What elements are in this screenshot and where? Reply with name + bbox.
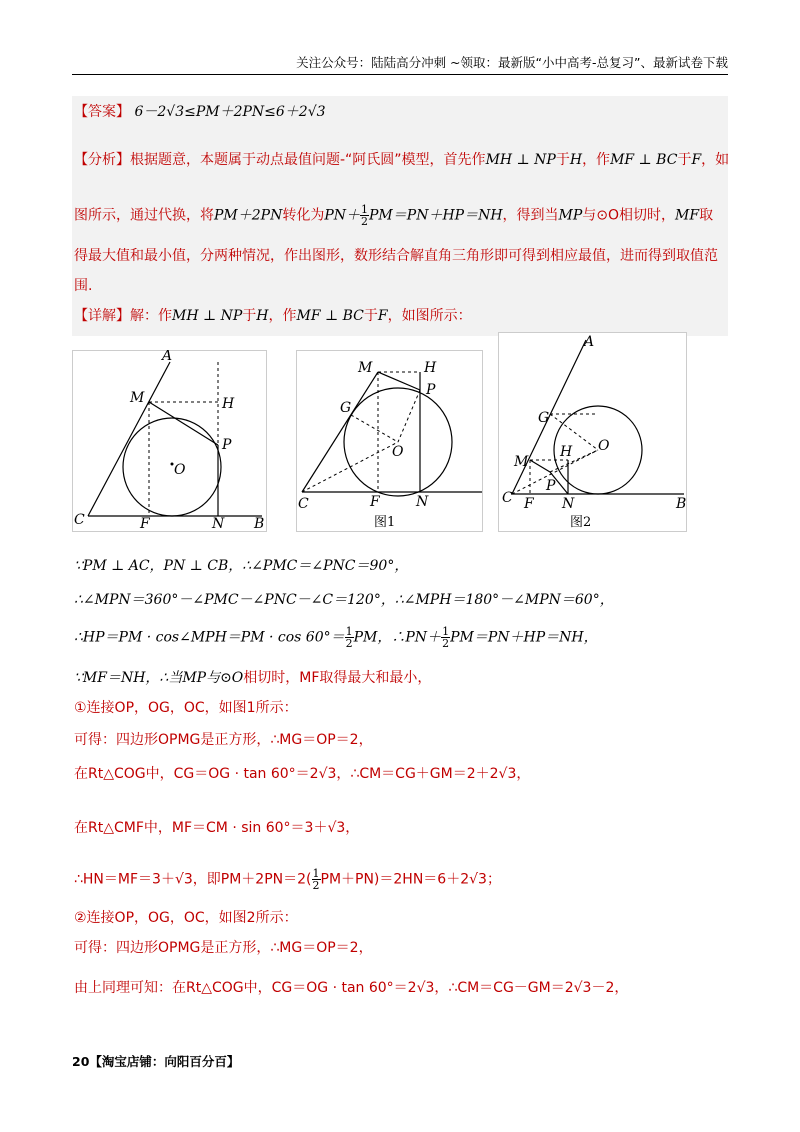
math-text: PM，∴PN＋ — [353, 629, 442, 646]
solution-text: 相切时，MF取得最大和最小， — [243, 670, 432, 686]
math-expr: PM＝PN＋HP＝NH — [369, 207, 503, 224]
solution-line-10: ②连接OP，OG，OC，如图2所示： — [74, 910, 298, 926]
label-P: P — [546, 478, 556, 494]
math-f: F — [377, 308, 388, 324]
label-P: P — [222, 437, 232, 453]
detail-text: ，作 — [268, 308, 297, 324]
fraction-half: $\frac{1}{2}$ — [442, 625, 450, 650]
math-text: ∵PM ⊥ AC，PN ⊥ CB，∴∠PMC＝∠PNC＝90°， — [74, 558, 409, 574]
label-F: F — [524, 496, 534, 512]
detail-text: 于 — [363, 308, 378, 324]
label-N: N — [212, 516, 225, 532]
label-O: O — [598, 438, 610, 454]
math-text: ∵MF＝NH，∴当MP与⊙O — [74, 670, 244, 686]
analysis-text: 图所示，通过代换，将 — [74, 207, 214, 224]
solution-text: ∴HN＝MF＝3＋√3，即PM＋2PN＝2( — [74, 871, 312, 888]
fraction-half: $\frac{1}{2}$ — [361, 203, 369, 228]
math-mf: MF — [675, 207, 700, 224]
solution-line-11: 可得：四边形OPMG是正方形，∴MG＝OP＝2， — [74, 940, 373, 956]
analysis-text: ，作 — [582, 152, 611, 168]
label-F: F — [370, 494, 380, 510]
math-mf-perp-bc: MF ⊥ BC — [610, 152, 678, 168]
figure-main — [72, 350, 267, 536]
label-A: A — [162, 350, 173, 364]
figure-1 — [296, 350, 484, 536]
label-H: H — [424, 360, 437, 376]
label-B: B — [676, 496, 687, 512]
answer-content: 6－2√3≤PM＋2PN≤6＋2√3 — [134, 104, 326, 120]
answer-tag: 【答案】 — [74, 104, 130, 120]
fraction-half: $\frac{1}{2}$ — [312, 867, 320, 892]
analysis-text: 相切时， — [619, 207, 676, 224]
detail-text: 于 — [242, 308, 257, 324]
math-text: ∴HP＝PM · cos∠MPH＝PM · cos 60°＝ — [74, 629, 345, 646]
page-header: 关注公众号：陆陆高分冲刺 ~领取：最新版“小中高考-总复习”、最新试卷下载 — [72, 52, 728, 75]
label-M: M — [514, 454, 529, 470]
answer-line — [74, 102, 326, 122]
label-G: G — [538, 410, 550, 426]
math-mf-perp-bc: MF ⊥ BC — [296, 308, 364, 324]
math-h: H — [569, 152, 583, 168]
analysis-text: 与⊙O — [582, 207, 620, 224]
analysis-text: 取 — [699, 207, 714, 224]
label-N: N — [562, 496, 575, 512]
math-h: H — [256, 308, 269, 324]
caption-fig2: 图2 — [570, 515, 592, 530]
analysis-text: 转化为 — [282, 207, 325, 224]
solution-line-3 — [74, 626, 598, 649]
solution-line-1 — [74, 556, 408, 576]
detail-text: 解：作 — [130, 308, 172, 324]
solution-line-12: 由上同理可知：在Rt△COG中，CG＝OG · tan 60°＝2√3，∴CM＝CG－GM＝2√3－2， — [74, 980, 629, 996]
label-C: C — [74, 512, 85, 528]
math-text: ∴∠MPN＝360°－∠PMC－∠PNC－∠C＝120°，∴∠MPH＝180°－∠MPN＝60°， — [74, 592, 614, 608]
caption-fig1: 图1 — [374, 515, 396, 530]
label-O: O — [174, 462, 186, 478]
solution-text: PM＋PN)＝2HN＝6＋2√3； — [320, 871, 501, 888]
math-text: PM＝PN＋HP＝NH， — [450, 629, 598, 646]
solution-line-2 — [74, 590, 614, 610]
label-C: C — [502, 490, 513, 506]
page-footer: 20【淘宝店铺：向阳百分百】 — [72, 1054, 240, 1069]
analysis-text: 根据题意，本题属于动点最值问题-“阿氏圆”模型，首先作 — [130, 152, 486, 168]
fraction-half: $\frac{1}{2}$ — [345, 625, 353, 650]
solution-line-6: 可得：四边形OPMG是正方形，∴MG＝OP＝2， — [74, 732, 373, 748]
math-expr: PM＋2PN — [214, 207, 283, 224]
detail-tag: 【详解】 — [74, 308, 130, 324]
label-G: G — [340, 400, 352, 416]
analysis-tag: 【分析】 — [74, 152, 130, 168]
label-H: H — [222, 396, 235, 412]
label-M: M — [358, 360, 373, 376]
analysis-text: 于 — [677, 152, 692, 168]
detail-text: ，如图所示： — [387, 308, 472, 324]
analysis-line-3: 得最大值和最小值，分两种情况，作出图形，数形结合解直角三角形即可得到相应最值，进而得到取值范 — [74, 248, 718, 264]
analysis-text: ，得到当 — [502, 207, 559, 224]
analysis-line-1 — [74, 150, 729, 170]
math-f: F — [691, 152, 702, 168]
solution-line-9 — [74, 868, 501, 891]
detail-line — [74, 306, 472, 326]
analysis-line-4: 围. — [74, 278, 93, 294]
analysis-text: 于 — [555, 152, 570, 168]
analysis-text: ，如 — [701, 152, 730, 168]
math-mp: MP — [558, 207, 583, 224]
math-expr: PN＋ — [324, 207, 361, 224]
label-N: N — [416, 494, 429, 510]
solution-line-8: 在Rt△CMF中，MF＝CM · sin 60°＝3＋√3， — [74, 820, 360, 836]
label-M: M — [130, 390, 145, 406]
solution-line-7: 在Rt△COG中，CG＝OG · tan 60°＝2√3，∴CM＝CG＋GM＝2＋2√3， — [74, 766, 531, 782]
label-H: H — [560, 444, 573, 460]
label-B: B — [254, 516, 265, 532]
analysis-line-2 — [74, 204, 713, 227]
figure-2 — [498, 332, 688, 536]
solution-line-5: ①连接OP，OG，OC，如图1所示： — [74, 700, 298, 716]
math-mh-perp-np: MH ⊥ NP — [172, 308, 243, 324]
math-mh-perp-np: MH ⊥ NP — [485, 152, 556, 168]
label-O: O — [392, 444, 404, 460]
label-C: C — [298, 496, 309, 512]
label-P: P — [426, 382, 436, 398]
solution-line-4 — [74, 668, 431, 688]
label-F: F — [140, 516, 150, 532]
label-A: A — [584, 334, 595, 350]
